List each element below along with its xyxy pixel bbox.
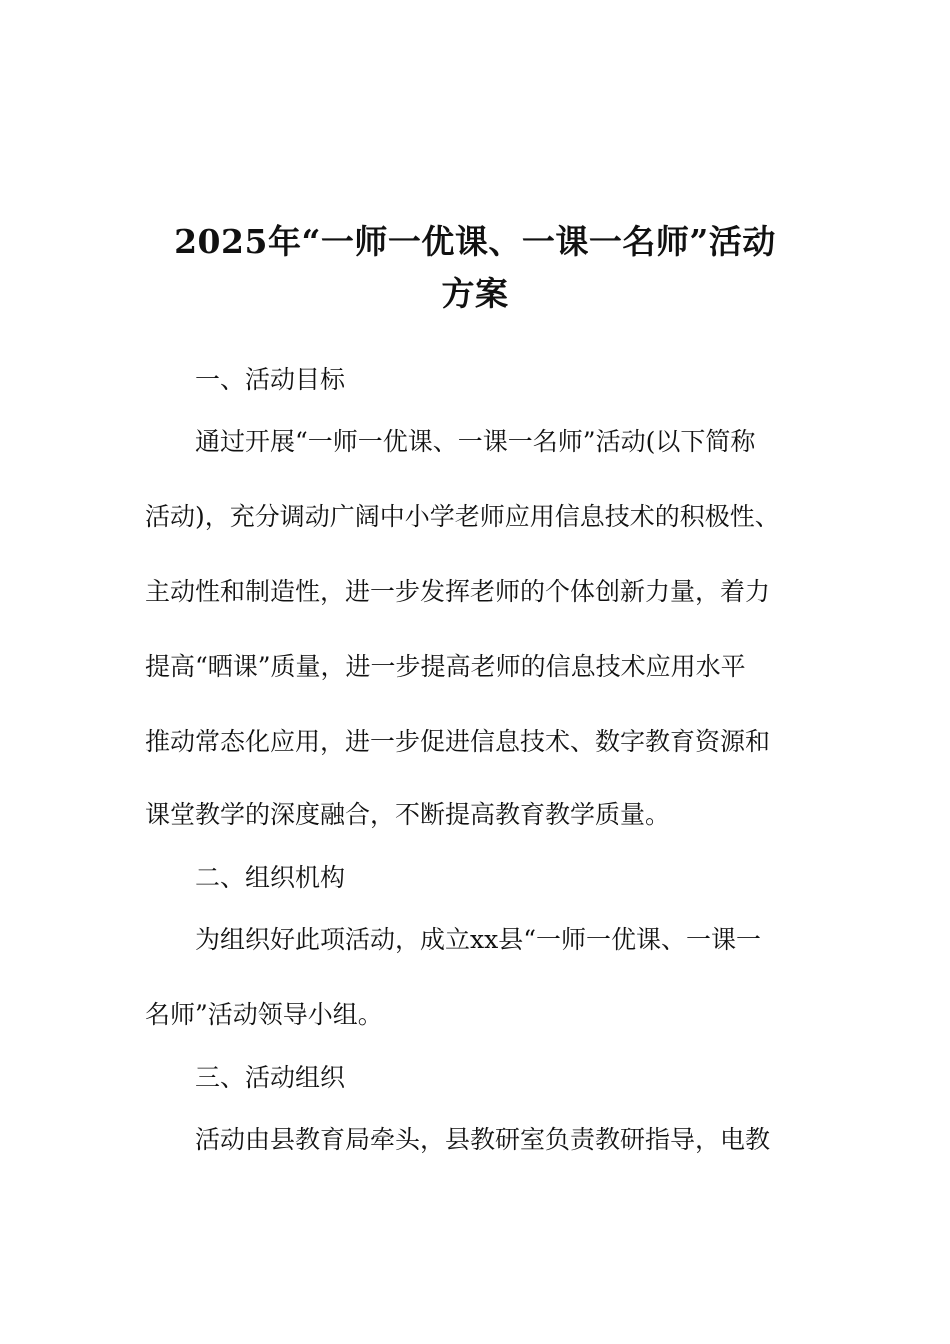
section-heading-activity-organization: 三、活动组织 (195, 1063, 346, 1092)
paragraph-line: 课堂教学的深度融合，不断提高教育教学质量。 (145, 800, 671, 829)
section-heading-organization: 二、组织机构 (195, 863, 346, 892)
paragraph-line: 活动由县教育局牵头，县教研室负责教研指导，电教 (195, 1125, 771, 1154)
paragraph-line: 推动常态化应用，进一步促进信息技术、数字教育资源和 (145, 727, 771, 756)
document-title-line-2: 方案 (441, 274, 509, 313)
paragraph-line: 通过开展“一师一优课、一课一名师”活动(以下简称 (195, 427, 756, 456)
document-title-line-1: 2025年“一师一优课、一课一名师”活动 (174, 222, 776, 261)
paragraph-line: 活动)，充分调动广阔中小学老师应用信息技术的积极性、 (145, 502, 780, 531)
paragraph-line: 主动性和制造性，进一步发挥老师的个体创新力量，着力 (145, 577, 771, 606)
section-heading-goals: 一、活动目标 (195, 365, 346, 394)
paragraph-line: 为组织好此项活动，成立xx县“一师一优课、一课一 (195, 925, 761, 954)
paragraph-line: 名师”活动领导小组。 (145, 1000, 383, 1029)
paragraph-line: 提高“晒课”质量，进一步提高老师的信息技术应用水平 (145, 652, 746, 681)
